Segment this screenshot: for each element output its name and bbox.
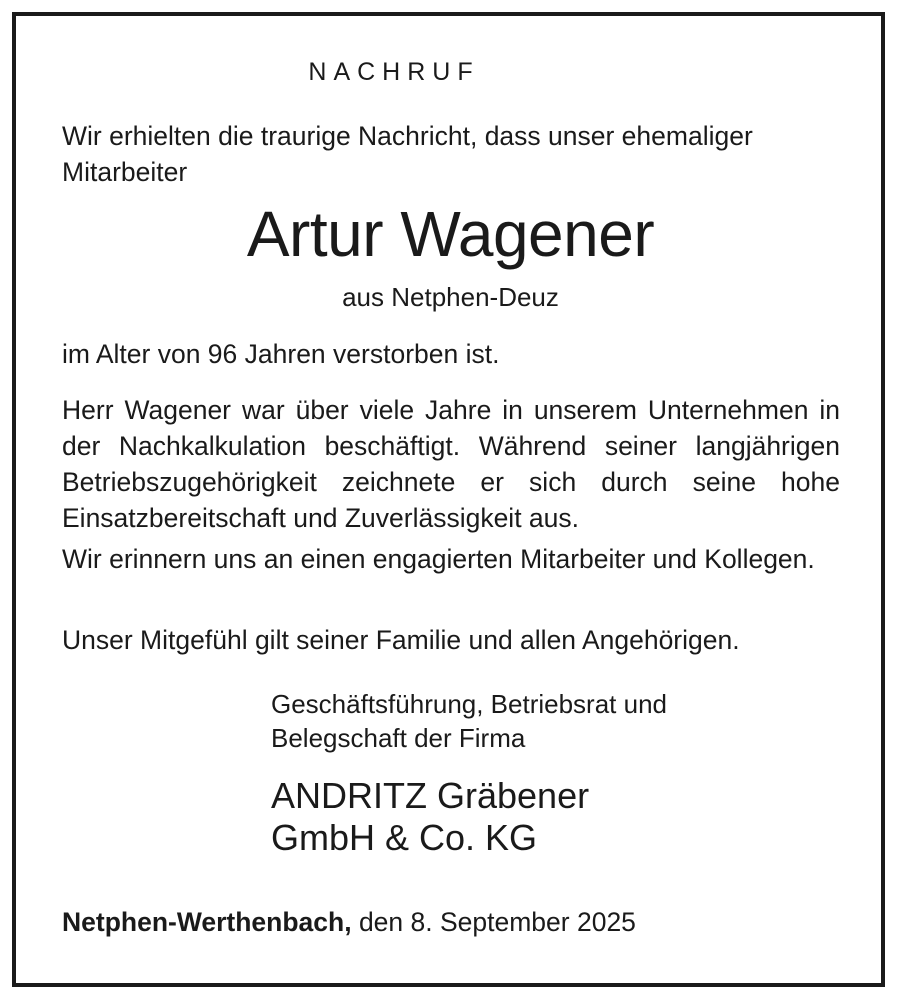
signatories xyxy=(271,687,667,755)
condolence-paragraph: Unser Mitgefühl gilt seiner Familie und allen Angehörigen. xyxy=(62,625,740,655)
dateline-date: den 8. September 2025 xyxy=(358,907,636,937)
age-statement: im Alter von 96 Jahren verstorben ist. xyxy=(62,339,500,369)
dateline-place: Netphen-Werthenbach, xyxy=(62,907,352,937)
signatories-line-2: Belegschaft der Firma xyxy=(271,723,526,753)
deceased-name: Artur Wagener xyxy=(246,198,655,270)
intro-line-2: Mitarbeiter xyxy=(62,157,188,187)
intro-text xyxy=(62,118,840,190)
career-paragraph: Herr Wagener war über viele Jahre in unserem Unternehmen in der Nachkalkulation beschäftigt. Während seiner langjährigen Betriebszugehörigkeit zeichnete er sich durch seine hohe Einsatzbereitschaft und Zuverlässigkeit aus. xyxy=(62,395,840,533)
intro-line-1: Wir erhielten die traurige Nachricht, dass unser ehemaliger xyxy=(62,121,753,151)
notice-heading: NACHRUF xyxy=(308,58,480,86)
signatories-line-1: Geschäftsführung, Betriebsrat und xyxy=(271,689,668,719)
deceased-origin: aus Netphen-Deuz xyxy=(342,282,559,312)
company-line-2: GmbH & Co. KG xyxy=(271,817,538,858)
remembrance-paragraph: Wir erinnern uns an einen engagierten Mitarbeiter und Kollegen. xyxy=(62,544,815,574)
dateline xyxy=(62,904,636,940)
company-line-1: ANDRITZ Gräbener xyxy=(271,775,590,816)
company-name xyxy=(271,775,589,859)
